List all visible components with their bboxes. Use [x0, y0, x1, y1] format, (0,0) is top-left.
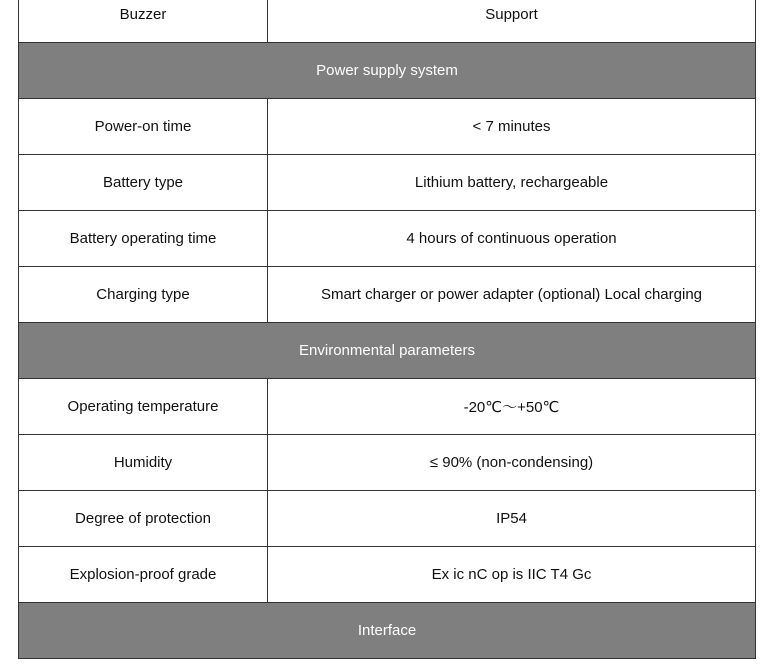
spec-value: IP54	[268, 491, 756, 547]
section-title: Environmental parameters	[19, 323, 756, 379]
spec-label: Operating temperature	[19, 379, 268, 435]
spec-label: Battery type	[19, 155, 268, 211]
table-row	[19, 491, 756, 547]
spec-label: Explosion-proof grade	[19, 547, 268, 603]
spec-label: Power-on time	[19, 99, 268, 155]
table-row	[19, 155, 756, 211]
table-row	[19, 267, 756, 323]
spec-label: Humidity	[19, 435, 268, 491]
spec-value: Lithium battery, rechargeable	[268, 155, 756, 211]
table-row	[19, 211, 756, 267]
spec-table	[18, 0, 756, 659]
table-row	[19, 99, 756, 155]
spec-value: -20℃～+50℃	[268, 379, 756, 435]
spec-label: Charging type	[19, 267, 268, 323]
section-header-row	[19, 43, 756, 99]
spec-value: 4 hours of continuous operation	[268, 211, 756, 267]
spec-value: < 7 minutes	[268, 99, 756, 155]
spec-value: Support	[268, 0, 756, 43]
spec-label: Degree of protection	[19, 491, 268, 547]
spec-value: ≤ 90% (non-condensing)	[268, 435, 756, 491]
section-title: Interface	[19, 603, 756, 659]
spec-value: Smart charger or power adapter (optional) Local charging	[268, 267, 756, 323]
spec-value: Ex ic nC op is IIC T4 Gc	[268, 547, 756, 603]
section-header-row	[19, 603, 756, 659]
table-row	[19, 435, 756, 491]
spec-label: Buzzer	[19, 0, 268, 43]
section-title: Power supply system	[19, 43, 756, 99]
table-row	[19, 0, 756, 43]
spec-label: Battery operating time	[19, 211, 268, 267]
table-row	[19, 547, 756, 603]
table-row	[19, 379, 756, 435]
section-header-row	[19, 323, 756, 379]
